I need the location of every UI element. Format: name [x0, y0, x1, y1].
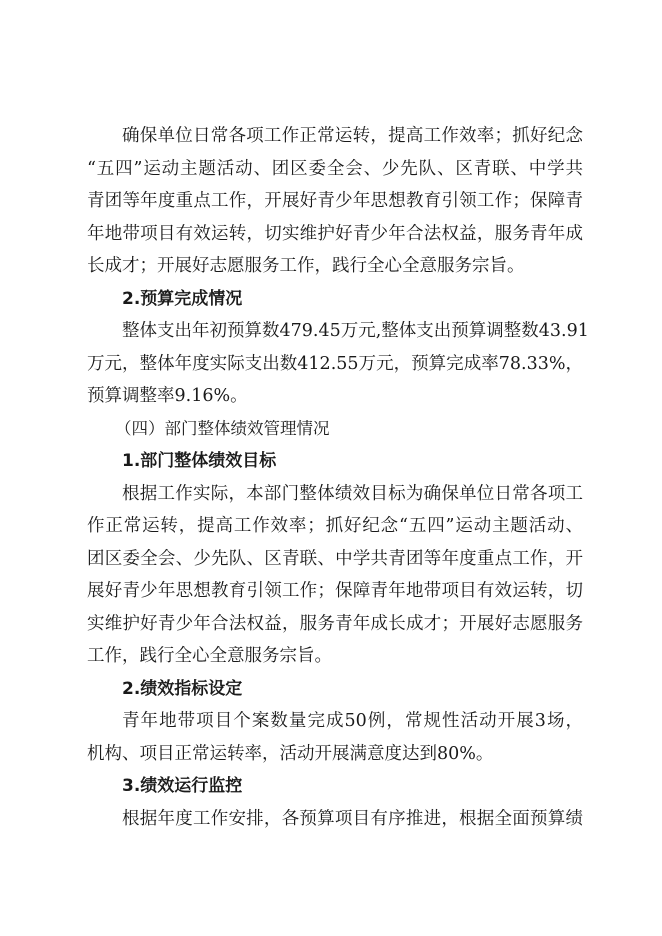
paragraph-monitoring: [87, 803, 583, 836]
paragraph-work-goals: [87, 120, 583, 283]
text-line: 万元，整体年度实际支出数412.55万元，预算完成率78.33%，: [87, 353, 583, 374]
document-page: [87, 120, 589, 835]
text-line: 实维护好青少年合法权益，服务青年成长成才；开展好志愿服务: [87, 613, 583, 634]
text-line: 根据工作实际，本部门整体绩效目标为确保单位日常各项工: [122, 483, 583, 504]
heading-performance-monitoring: 3.绩效运行监控: [122, 776, 243, 796]
text-line: 确保单位日常各项工作正常运转，提高工作效率；抓好纪念: [122, 126, 583, 146]
text-line: 团区委全会、少先队、区青联、中学共青团等年度重点工作，开: [87, 548, 583, 569]
text-line: 作正常运转，提高工作效率；抓好纪念“五四”运动主题活动、: [87, 516, 583, 536]
text-line: 年地带项目有效运转，切实维护好青少年合法权益，服务青年成: [87, 223, 583, 244]
heading-indicator-setting: 2.绩效指标设定: [122, 678, 243, 699]
text-line: “五四”运动主题活动、团区委全会、少先队、区青联、中学共: [87, 158, 583, 179]
text-line: 青年地带项目个案数量完成50例，常规性活动开展3场，: [122, 711, 583, 731]
text-line: 根据年度工作安排，各预算项目有序推进，根据全面预算绩: [122, 808, 583, 829]
heading-budget-completion: 2.预算完成情况: [122, 288, 243, 309]
text-line: 预算调整率9.16%。: [87, 386, 248, 406]
text-line: 工作，践行全心全意服务宗旨。: [87, 646, 332, 666]
text-line: 长成才；开展好志愿服务工作，践行全心全意服务宗旨。: [87, 256, 525, 276]
paragraph-performance-goal: [87, 478, 583, 673]
paragraph-budget: [87, 315, 589, 413]
section-heading-performance-management: （四）部门整体绩效管理情况: [115, 418, 330, 438]
text-line: 整体支出年初预算数479.45万元,整体支出预算调整数43.91: [122, 321, 589, 341]
paragraph-indicator: [87, 705, 583, 770]
heading-performance-goal: 1.部门整体绩效目标: [122, 451, 277, 471]
text-line: 展好青少年思想教育引领工作；保障青年地带项目有效运转，切: [87, 581, 583, 601]
text-line: 机构、项目正常运转率，活动开展满意度达到80%。: [87, 743, 494, 764]
text-line: 青团等年度重点工作，开展好青少年思想教育引领工作；保障青: [87, 191, 583, 211]
